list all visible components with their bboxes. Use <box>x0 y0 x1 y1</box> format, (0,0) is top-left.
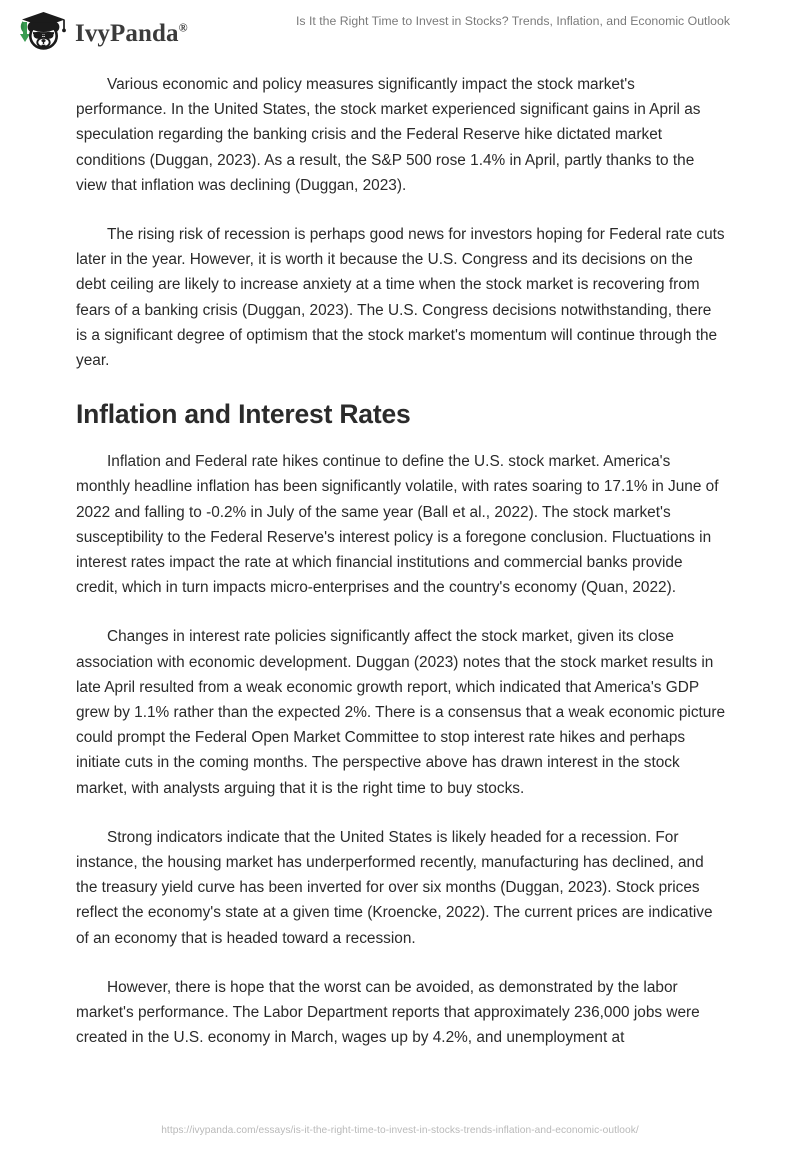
paragraph: Changes in interest rate policies significantly affect the stock market, given its close association with economic development. Duggan (2023) notes that the stock market results in late April resulted from a weak economic growth report, which indicated that America's GDP grew by 1.1% rather than the expected 2%. There is a consensus that a weak economic picture could prompt the Federal Open Market Committee to stop interest rate hikes and perhaps initiate cuts in the coming months. The perspective above has drawn interest in the stock market, with analysts arguing that it is the right time to buy stocks. <box>76 628 726 797</box>
document-body <box>76 72 726 1051</box>
brand-name-text: IvyPanda <box>75 19 179 47</box>
section-heading: Inflation and Interest Rates <box>76 399 411 430</box>
footer-source-url[interactable]: https://ivypanda.com/essays/is-it-the-right-time-to-invest-in-stocks-trends-inflation-and-economic-outlook/ <box>161 1125 639 1136</box>
page-footer <box>0 1120 800 1138</box>
registered-trademark-symbol: ® <box>178 20 188 35</box>
page-header <box>0 0 800 62</box>
panda-graduate-logo-icon <box>14 10 68 54</box>
paragraph: Strong indicators indicate that the United States is likely headed for a recession. For instance, the housing market has underperformed recently, manufacturing has declined, and the treasury yield curve has been inverted for over six months (Duggan, 2023). Stock prices reflect the economy's state at a given time (Kroencke, 2022). The current prices are indicative of an economy that is headed toward a recession. <box>76 828 713 947</box>
paragraph: However, there is hope that the worst can be avoided, as demonstrated by the labor market's performance. The Labor Department reports that approximately 236,000 jobs were created in the U.S. economy in March, wages up by 4.2%, and unemployment at <box>76 978 700 1047</box>
paragraph: Inflation and Federal rate hikes continue to define the U.S. stock market. America's monthly headline inflation has been significantly volatile, with rates soaring to 17.1% in June of 2022 and falling to -0.2% in July of the same year (Ball et al., 2022). The stock market's susceptibility to the Federal Reserve's interest policy is a foregone conclusion. Fluctuations in interest rates impact the rate at which financial institutions and commercial banks provide credit, which in turn impacts micro-enterprises and the country's economy (Quan, 2022). <box>76 453 719 597</box>
brand-logo[interactable] <box>14 10 188 54</box>
document-title-header: Is It the Right Time to Invest in Stocks? Trends, Inflation, and Economic Outlook <box>295 14 731 28</box>
section-heading-block <box>76 397 726 431</box>
paragraph: The rising risk of recession is perhaps good news for investors hoping for Federal rate cuts later in the year. However, it is worth it because the U.S. Congress and its decisions on the debt ceiling are likely to increase anxiety at a time when the stock market is recovering from fears of a banking crisis (Duggan, 2023). The U.S. Congress decisions notwithstanding, there is a significant degree of optimism that the stock market's momentum will continue through the year. <box>76 226 725 370</box>
paragraph: Various economic and policy measures significantly impact the stock market's performance. In the United States, the stock market experienced significant gains in April as speculation regarding the banking crisis and the Federal Reserve hike dictated market conditions (Duggan, 2023). As a result, the S&P 500 rose 1.4% in April, partly thanks to the view that inflation was declining (Duggan, 2023). <box>76 76 701 194</box>
brand-wordmark <box>75 21 188 46</box>
